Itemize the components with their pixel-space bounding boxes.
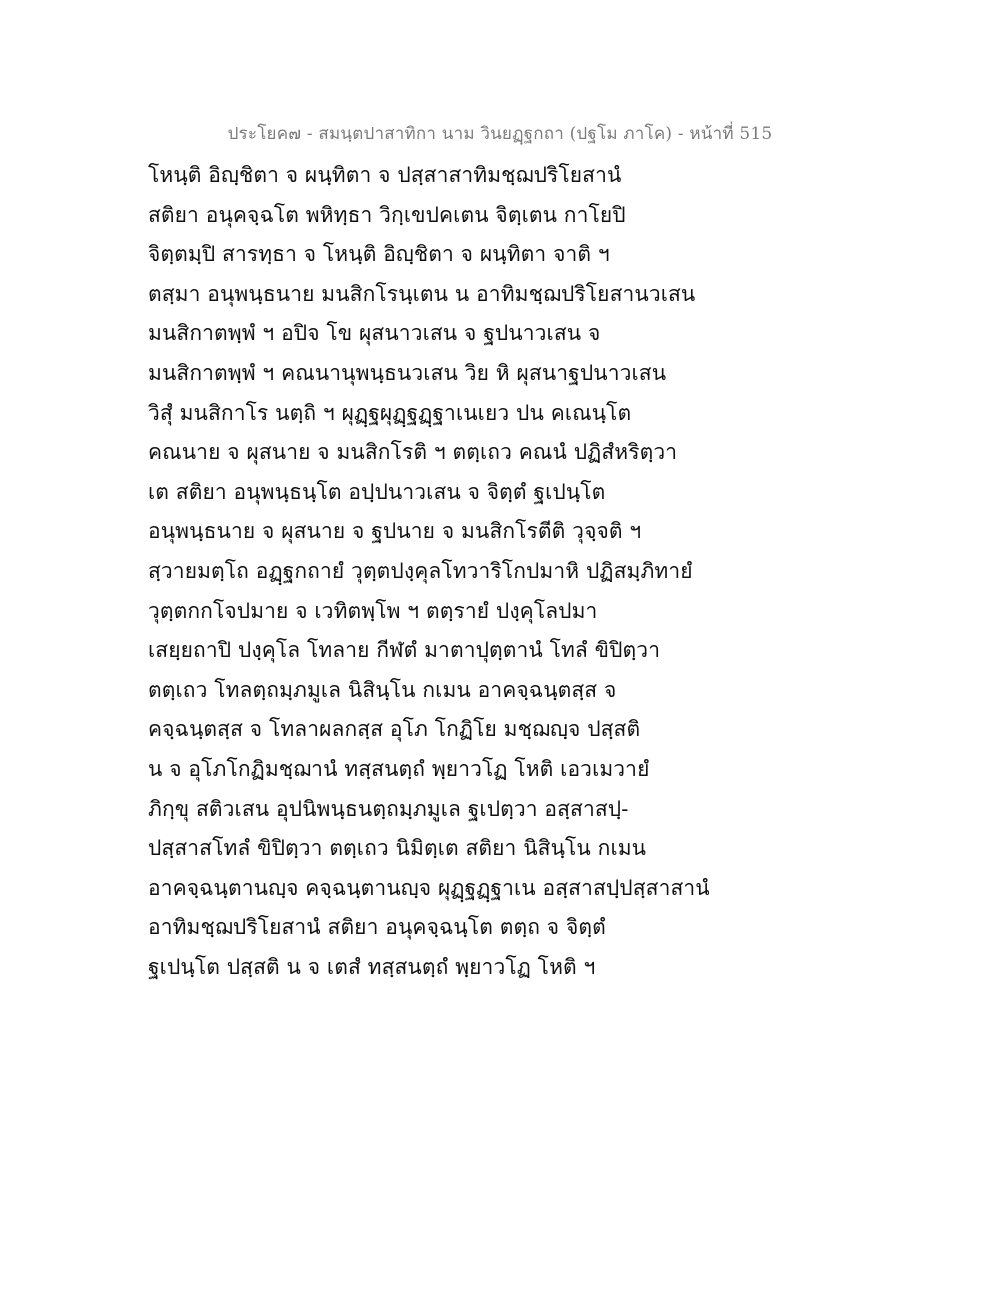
text-line: สติยา อนุคจฺฉโต พหิทฺธา วิกฺเขปคเตน จิตฺเตน กาโยปิ xyxy=(148,202,626,227)
text-line: ฐเปนฺโต ปสฺสติ น จ เตสํ ทสฺสนตฺถํ พฺยาวโฏ โหติ ฯ xyxy=(148,954,596,979)
text-line: ตตฺเถว โทลตฺถมฺภมูเล นิสินฺโน กเมน อาคจฺฉนฺตสฺส จ xyxy=(148,677,617,702)
text-line: อาคจฺฉนฺตานญฺจ คจฺฉนฺตานญฺจ ผุฏฺฐฏฺฐาเน อสฺสาสปฺปสฺสาสานํ xyxy=(148,875,710,900)
text-line: คจฺฉนฺตสฺส จ โทลาผลกสฺส อุโภ โกฏิโย มชฺฌญฺจ ปสฺสติ xyxy=(148,717,641,742)
text-line: วุตฺตกกโจปมาย จ เวทิตพฺโพ ฯ ตตฺรายํ ปงฺคุโลปมา xyxy=(148,598,598,623)
text-line: เต สติยา อนุพนฺธนฺโต อปฺปนาวเสน จ จิตฺตํ ฐเปนฺโต xyxy=(148,479,606,504)
body-text xyxy=(148,156,708,987)
text-line: คณนาย จ ผุสนาย จ มนสิกโรติ ฯ ตตฺเถว คณนํ ปฏิสํหริตฺวา xyxy=(148,440,678,465)
text-line: อนุพนฺธนาย จ ผุสนาย จ ฐปนาย จ มนสิกโรตีติ วุจฺจติ ฯ xyxy=(148,519,642,544)
text-line: อาทิมชฺฌปริโยสานํ สติยา อนุคจฺฉนฺโต ตตฺถ จ จิตฺตํ xyxy=(148,915,606,940)
text-line: ตสฺมา อนุพนฺธนาย มนสิกโรนฺเตน น อาทิมชฺฌปริโยสานวเสน xyxy=(148,281,696,306)
text-line: มนสิกาตพฺพํ ฯ คณนานุพนฺธนวเสน วิย หิ ผุสนาฐปนาวเสน xyxy=(148,360,667,385)
text-line: สฺวายมตฺโถ อฏฺฐกถายํ วุตฺตปงฺคุลโทวาริโกปมาหิ ปฏิสมฺภิทายํ xyxy=(148,558,693,583)
header-title: ประโยค๗ - สมนฺตปาสาทิกา นาม วินยฏฺฐกถา (ปฐโม ภาโค) - หน้าที่ xyxy=(227,124,734,144)
page-number: 515 xyxy=(739,124,773,144)
text-line: เสยฺยถาปิ ปงฺคุโล โทลาย กีฬตํ มาตาปุตฺตานํ โทลํ ขิปิตฺวา xyxy=(148,638,661,663)
text-line: วิสุํ มนสิกาโร นตฺถิ ฯ ผุฏฺฐผุฏฺฐฏฺฐาเนเยว ปน คเณนฺโต xyxy=(148,400,632,425)
text-line: โหนฺติ อิญฺชิตา จ ผนฺทิตา จ ปสฺสาสาทิมชฺฌปริโยสานํ xyxy=(148,163,622,187)
text-line: น จ อุโภโกฏิมชฺฌานํ ทสฺสนตฺถํ พฺยาวโฏ โหติ เอวเมวายํ xyxy=(148,756,650,781)
text-line: มนสิกาตพฺพํ ฯ อปิจ โข ผุสนาวเสน จ ฐปนาวเสน จ xyxy=(148,321,601,346)
text-line: ปสฺสาสโทลํ ขิปิตฺวา ตตฺเถว นิมิตฺเต สติยา นิสินฺโน กเมน xyxy=(148,836,647,861)
text-line: ภิกฺขุ สติวเสน อุปนิพนฺธนตฺถมฺภมูเล ฐเปตฺวา อสฺสาสปฺ- xyxy=(148,796,629,821)
running-header xyxy=(0,120,1000,147)
text-line: จิตฺตมฺปิ สารทฺธา จ โหนฺติ อิญฺชิตา จ ผนฺทิตา จาติ ฯ xyxy=(148,242,610,267)
